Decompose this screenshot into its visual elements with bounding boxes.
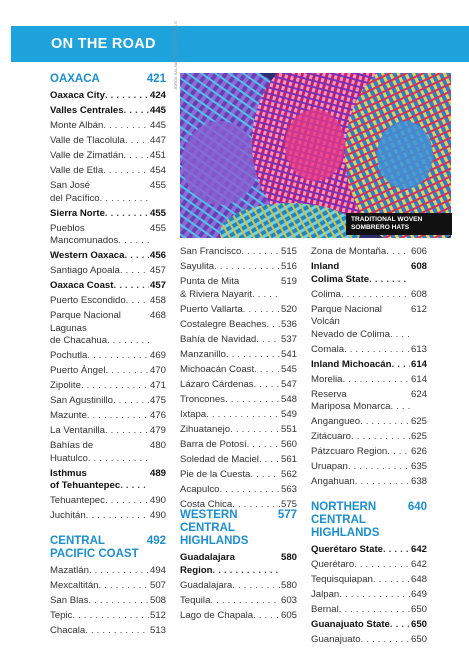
- toc-entry: [180, 246, 297, 259]
- toc-page-number: 547: [280, 378, 297, 390]
- toc-entry: [311, 589, 427, 602]
- toc-page-number: 624: [410, 389, 427, 414]
- toc-page-number: 479: [149, 425, 166, 436]
- toc-page-number: 560: [280, 438, 297, 450]
- toc-entry-name: San Blas . . .: [50, 595, 149, 608]
- toc-page-number: 455: [149, 223, 166, 248]
- toc-entry-name: Guadalajara Region . . .: [180, 552, 280, 577]
- toc-entry-name: Isthmus of Tehuantepec . . .: [50, 468, 149, 493]
- toc-page-number: 563: [280, 483, 297, 495]
- toc-entry: [180, 261, 297, 274]
- toc-page-number: 562: [280, 468, 297, 480]
- toc-entry-name: Zona de Montaña . . .: [311, 246, 410, 259]
- toc-entry-name: Pátzcuaro Region . . .: [311, 446, 410, 459]
- toc-entry-name: Lázaro Cárdenas . . .: [180, 379, 280, 392]
- toc-entry: [180, 439, 297, 452]
- toc-entry: [311, 304, 427, 342]
- toc-entry: [180, 454, 297, 467]
- toc-entry-name: Soledad de Maciel . . .: [180, 454, 280, 467]
- toc-entry: [50, 280, 166, 293]
- toc-page-number: 626: [410, 446, 427, 457]
- toc-entry-name: Tehuantepec . . .: [50, 495, 149, 508]
- toc-entry: [180, 552, 297, 577]
- toc-region-heading: [50, 73, 166, 86]
- toc-entry-name: Colima . . .: [311, 289, 410, 302]
- toc-page-number: 445: [149, 120, 166, 131]
- toc-entry: [311, 416, 427, 429]
- toc-page-number: 625: [410, 431, 427, 442]
- toc-entry-name: Parque Nacional Lagunas de Chacahua . . .: [50, 310, 149, 348]
- toc-entry: [311, 544, 427, 557]
- toc-page-number: 468: [149, 310, 166, 348]
- toc-entry-name: Michoacán Coast . . .: [180, 364, 280, 377]
- toc-page-number: 608: [410, 288, 427, 300]
- toc-entry-name: Acapulco . . .: [180, 484, 280, 497]
- toc-page-number: 580: [280, 579, 297, 591]
- toc-entry: [50, 495, 166, 508]
- toc-entry: [50, 223, 166, 248]
- toc-entry-name: Western Oaxaca . . .: [50, 250, 149, 263]
- toc-entry-name: Valle de Tlacolula . . .: [50, 135, 149, 148]
- toc-page-number: 642: [410, 559, 427, 570]
- toc-page-number: 635: [410, 461, 427, 472]
- toc-page-number: 575: [280, 498, 297, 510]
- toc-entry: [50, 440, 166, 465]
- toc-entry-name: Comala . . .: [311, 344, 410, 357]
- toc-entry-name: Puerto Ángel . . .: [50, 365, 149, 378]
- toc-page-number: 424: [149, 90, 166, 101]
- toc-entry-name: OAXACA: [50, 73, 100, 85]
- toc-entry: [50, 165, 166, 178]
- toc-page-number: 545: [280, 363, 297, 375]
- toc-page-number: 480: [149, 440, 166, 465]
- toc-entry-name: Pueblos Mancomunados . . .: [50, 223, 149, 248]
- toc-entry-name: Parque Nacional Volcán Nevado de Colima . . .: [311, 304, 410, 342]
- toc-entry: [180, 276, 297, 301]
- toc-page-number: 549: [280, 408, 297, 420]
- toc-entry-name: Jalpan . . .: [311, 589, 410, 602]
- toc-entry-name: Mazatlán . . .: [50, 565, 149, 578]
- toc-entry-name: CENTRAL PACIFIC COAST: [50, 535, 139, 560]
- toc-entry: [311, 559, 427, 572]
- toc-region-heading: [180, 509, 297, 548]
- toc-entry: [50, 208, 166, 221]
- toc-page-number: 489: [149, 468, 166, 493]
- toc-entry: [311, 344, 427, 357]
- toc-page-number: 490: [149, 495, 166, 506]
- toc-entry-name: Querétaro . . .: [311, 559, 410, 572]
- toc-entry-name: Oaxaca City . . .: [50, 90, 149, 103]
- toc-page-number: 471: [149, 380, 166, 391]
- toc-column-3: [311, 246, 427, 649]
- toc-page-number: 612: [410, 304, 427, 342]
- toc-entry: [180, 580, 297, 593]
- toc-entry: [180, 424, 297, 437]
- toc-entry: [311, 634, 427, 647]
- toc-page-number: 580: [280, 552, 297, 577]
- toc-entry: [50, 90, 166, 103]
- toc-page-number: 469: [149, 350, 166, 361]
- toc-entry-name: Valle de Etla . . .: [50, 165, 149, 178]
- toc-entry: [50, 468, 166, 493]
- toc-entry: [50, 265, 166, 278]
- photo-caption: TRADITIONAL WOVEN SOMBRERO HATS: [346, 213, 452, 235]
- toc-page-number: 561: [280, 453, 297, 465]
- toc-entry: [180, 349, 297, 362]
- toc-region-heading: [311, 501, 427, 540]
- toc-entry-name: Puerto Escondido . . .: [50, 295, 149, 308]
- toc-entry-name: Chacala . . .: [50, 625, 149, 638]
- toc-page-number: 608: [410, 261, 427, 286]
- toc-entry: [180, 409, 297, 422]
- toc-page-number: 512: [149, 610, 166, 621]
- toc-entry: [180, 484, 297, 497]
- toc-page-number: 551: [280, 423, 297, 435]
- toc-entry: [50, 425, 166, 438]
- toc-entry: [180, 319, 297, 332]
- toc-entry: [50, 150, 166, 163]
- toc-page-number: 457: [149, 265, 166, 276]
- toc-entry-name: Guadalajara . . .: [180, 580, 280, 593]
- toc-page-number: 650: [410, 634, 427, 645]
- toc-entry-name: Tequisquiapan . . .: [311, 574, 410, 587]
- toc-page-number: 650: [410, 604, 427, 615]
- toc-entry-name: Guanajuato . . .: [311, 634, 410, 647]
- toc-entry-name: Costalegre Beaches . . .: [180, 319, 280, 332]
- toc-entry: [50, 105, 166, 118]
- toc-page-number: 421: [146, 73, 166, 85]
- toc-page-number: 445: [149, 105, 166, 116]
- toc-entry-name: Bernal . . .: [311, 604, 410, 617]
- toc-entry-name: San Francisco . . .: [180, 246, 280, 259]
- toc-entry: [311, 246, 427, 259]
- toc-entry: [50, 410, 166, 423]
- toc-entry: [180, 610, 297, 623]
- toc-entry: [50, 580, 166, 593]
- toc-entry-name: Valles Centrales . . .: [50, 105, 149, 118]
- toc-entry-name: Reserva Mariposa Monarca . . .: [311, 389, 410, 414]
- toc-entry: [180, 595, 297, 608]
- toc-page-number: 454: [149, 165, 166, 176]
- toc-entry: [311, 604, 427, 617]
- toc-page-number: 642: [410, 544, 427, 555]
- toc-entry-name: San Agustinillo . . .: [50, 395, 149, 408]
- toc-entry: [50, 135, 166, 148]
- toc-entry-name: Lago de Chapala . . .: [180, 610, 280, 623]
- toc-entry: [311, 289, 427, 302]
- toc-entry-name: Mazunte . . .: [50, 410, 149, 423]
- toc-page-number: 537: [280, 333, 297, 345]
- toc-page-number: 470: [149, 365, 166, 376]
- toc-page-number: 508: [149, 595, 166, 606]
- section-gap: [311, 491, 427, 501]
- toc-page-number: 507: [149, 580, 166, 591]
- toc-entry: [180, 379, 297, 392]
- toc-entry: [50, 180, 166, 205]
- toc-entry-name: Punta de Mita & Riviera Nayarit . . .: [180, 276, 280, 301]
- toc-page-number: 447: [149, 135, 166, 146]
- section-header-bar: [11, 26, 469, 62]
- toc-entry-name: WESTERN CENTRAL HIGHLANDS: [180, 509, 249, 547]
- toc-page-number: 605: [280, 609, 297, 621]
- toc-entry: [50, 310, 166, 348]
- toc-entry-name: San José del Pacífico . . .: [50, 180, 149, 205]
- toc-page-number: 625: [410, 416, 427, 427]
- toc-page-number: 457: [149, 280, 166, 291]
- toc-page-number: 520: [280, 303, 297, 315]
- toc-page-number: 475: [149, 395, 166, 406]
- toc-page-number: 603: [280, 594, 297, 606]
- toc-entry-name: Barra de Potosí . . .: [180, 439, 280, 452]
- toc-page-number: 492: [146, 535, 166, 547]
- toc-entry: [50, 350, 166, 363]
- toc-page-number: 640: [407, 501, 427, 513]
- toc-entry: [180, 394, 297, 407]
- toc-entry-name: Santiago Apoala . . .: [50, 265, 149, 278]
- toc-page-number: 638: [410, 476, 427, 487]
- toc-entry-name: Inland Michoacán . . .: [311, 359, 410, 372]
- toc-page-number: 536: [280, 318, 297, 330]
- toc-entry-name: Costa Chica . . .: [180, 499, 280, 512]
- toc-entry: [180, 469, 297, 482]
- toc-entry-name: Troncones . . .: [180, 394, 280, 407]
- toc-region-heading: [50, 535, 166, 561]
- toc-page-number: 650: [410, 619, 427, 630]
- toc-entry-name: Uruapan . . .: [311, 461, 410, 474]
- toc-entry-name: Monte Albán . . .: [50, 120, 149, 133]
- toc-column-1: [50, 73, 166, 640]
- toc-entry-name: Sierra Norte . . .: [50, 208, 149, 221]
- toc-page-number: 456: [149, 250, 166, 261]
- toc-entry: [50, 365, 166, 378]
- toc-page-number: 649: [410, 589, 427, 600]
- toc-entry: [50, 510, 166, 523]
- toc-entry-name: Tequila . . .: [180, 595, 280, 608]
- toc-entry-name: Bahías de Huatulco . . .: [50, 440, 149, 465]
- toc-entry: [311, 261, 427, 286]
- toc-entry-name: Querétaro State . . .: [311, 544, 410, 557]
- toc-entry: [180, 364, 297, 377]
- toc-entry: [311, 446, 427, 459]
- toc-entry: [311, 389, 427, 414]
- toc-entry-name: NORTHERN CENTRAL HIGHLANDS: [311, 501, 380, 539]
- toc-page-number: 613: [410, 343, 427, 355]
- toc-page-number: 577: [277, 509, 297, 521]
- toc-page-number: 490: [149, 510, 166, 521]
- toc-entry-name: Puerto Vallarta . . .: [180, 304, 280, 317]
- toc-entry-name: Angangueo . . .: [311, 416, 410, 429]
- toc-entry-name: Bahía de Navidad . . .: [180, 334, 280, 347]
- toc-page-number: 458: [149, 295, 166, 306]
- toc-entry: [50, 295, 166, 308]
- toc-page-number: 494: [149, 565, 166, 576]
- toc-page-number: 548: [280, 393, 297, 405]
- toc-entry: [50, 625, 166, 638]
- toc-entry: [50, 610, 166, 623]
- toc-entry-name: Manzanillo . . .: [180, 349, 280, 362]
- toc-entry: [50, 120, 166, 133]
- toc-entry: [180, 334, 297, 347]
- toc-entry-name: Mexcaltitán . . .: [50, 580, 149, 593]
- toc-entry: [311, 461, 427, 474]
- toc-page-number: 541: [280, 348, 297, 360]
- toc-entry: [311, 359, 427, 372]
- toc-entry: [50, 250, 166, 263]
- toc-entry: [311, 619, 427, 632]
- toc-column-2: [180, 246, 297, 514]
- toc-entry-name: Ixtapa . . .: [180, 409, 280, 422]
- toc-page-number: 476: [149, 410, 166, 421]
- toc-page-number: 614: [410, 373, 427, 385]
- toc-entry: [50, 395, 166, 408]
- toc-page-number: 513: [149, 625, 166, 636]
- toc-page-number: 648: [410, 574, 427, 585]
- toc-column-2-lower: [180, 509, 297, 625]
- toc-entry-name: Pie de la Cuesta . . .: [180, 469, 280, 482]
- toc-entry: [50, 565, 166, 578]
- toc-entry: [311, 431, 427, 444]
- toc-entry-name: Inland Colima State . . .: [311, 261, 410, 286]
- toc-entry-name: Morelia . . .: [311, 374, 410, 387]
- toc-entry-name: Guanajuato State . . .: [311, 619, 410, 632]
- toc-entry-name: Zipolite . . .: [50, 380, 149, 393]
- toc-page-number: 455: [149, 180, 166, 205]
- toc-page-number: 614: [410, 358, 427, 370]
- section-title: ON THE ROAD: [51, 36, 156, 52]
- toc-entry: [50, 595, 166, 608]
- toc-entry: [311, 574, 427, 587]
- toc-entry: [311, 476, 427, 489]
- toc-entry: [50, 380, 166, 393]
- toc-page-number: 519: [280, 276, 297, 301]
- toc-entry-name: Angahuan . . .: [311, 476, 410, 489]
- toc-entry-name: Juchitán . . .: [50, 510, 149, 523]
- toc-entry-name: Sayulita . . .: [180, 261, 280, 274]
- toc-entry-name: Zitácuaro . . .: [311, 431, 410, 444]
- toc-entry-name: La Ventanilla . . .: [50, 425, 149, 438]
- section-gap: [50, 525, 166, 535]
- toc-entry-name: Oaxaca Coast . . .: [50, 280, 149, 293]
- toc-entry-name: Tepic . . .: [50, 610, 149, 623]
- toc-page-number: 455: [149, 207, 166, 219]
- toc-page-number: 451: [149, 150, 166, 161]
- toc-entry-name: Valle de Zimatlán . . .: [50, 150, 149, 163]
- toc-entry: [180, 304, 297, 317]
- toc-page-number: 606: [410, 246, 427, 257]
- toc-page-number: 515: [280, 246, 297, 257]
- toc-entry: [311, 374, 427, 387]
- toc-page-number: 516: [280, 261, 297, 272]
- toc-entry-name: Pochutla . . .: [50, 350, 149, 363]
- toc-entry-name: Zihuatanejo . . .: [180, 424, 280, 437]
- photo-credit: JORGE SALMAN/SHUTTERSTOCK ©: [173, 20, 178, 90]
